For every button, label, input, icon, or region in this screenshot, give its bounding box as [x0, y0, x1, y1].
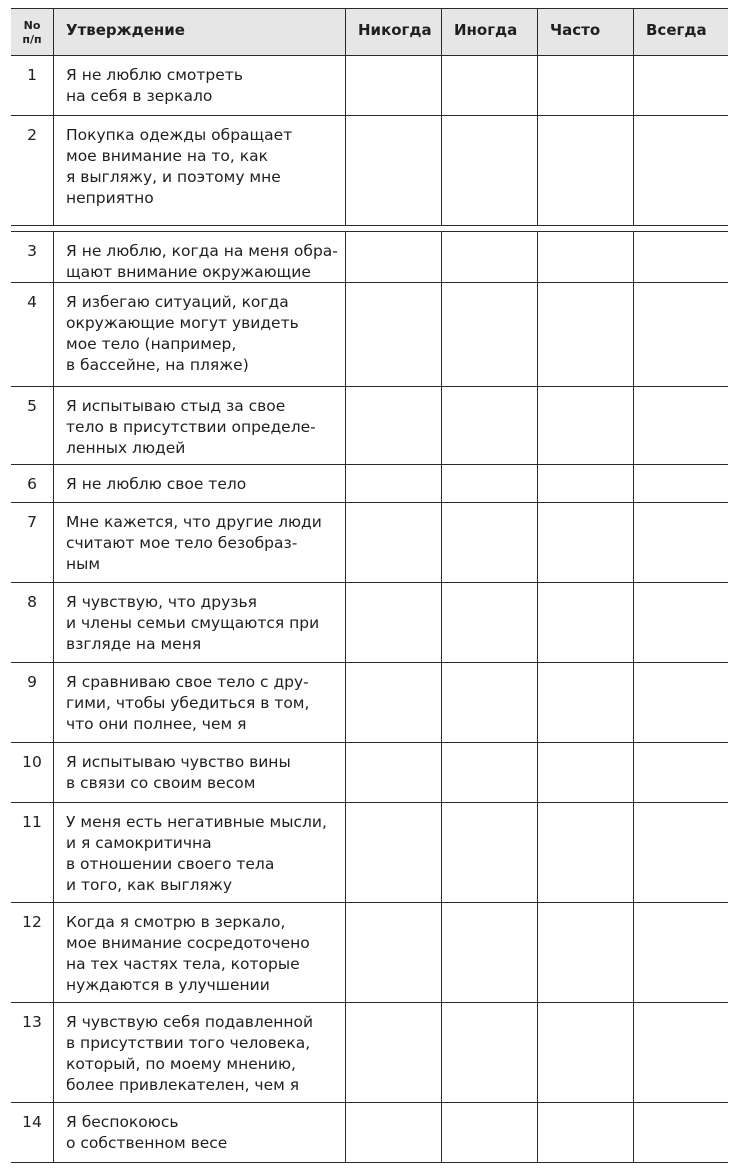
answer-cell-never[interactable]	[345, 387, 441, 464]
statement-text: Я испытываю стыд за свое тело в присутствии определе- ленных людей	[66, 397, 316, 457]
table-row	[11, 903, 728, 1003]
option-label-sometimes: Иногда	[454, 21, 518, 39]
statement-cell	[53, 583, 345, 662]
statement-cell	[53, 663, 345, 742]
number-header-line1: No	[23, 19, 41, 32]
statement-text: Я испытываю чувство вины в связи со своим весом	[66, 753, 291, 792]
statement-text: Я избегаю ситуаций, когда окружающие могут увидеть мое тело (например, в бассейне, на пляже)	[66, 293, 299, 374]
answer-cell-never[interactable]	[345, 1003, 441, 1102]
answer-cell-sometimes[interactable]	[441, 743, 537, 802]
number-header-line2: п/п	[22, 33, 42, 46]
statement-text: Я не люблю смотреть на себя в зеркало	[66, 66, 243, 105]
statement-cell	[53, 232, 345, 282]
table-header	[11, 8, 728, 56]
table-row	[11, 56, 728, 116]
answer-cell-always[interactable]	[633, 663, 728, 742]
option-header-often	[537, 9, 633, 55]
answer-cell-sometimes[interactable]	[441, 903, 537, 1002]
answer-cell-always[interactable]	[633, 232, 728, 282]
row-number: 7	[27, 513, 37, 531]
statement-text: Мне кажется, что другие люди считают мое тело безобраз- ным	[66, 513, 322, 573]
answer-cell-always[interactable]	[633, 903, 728, 1002]
answer-cell-always[interactable]	[633, 1003, 728, 1102]
row-number: 13	[22, 1013, 42, 1031]
statement-text: Покупка одежды обращает мое внимание на то, как я выгляжу, и поэтому мне неприятно	[66, 126, 293, 207]
statement-cell	[53, 903, 345, 1002]
answer-cell-always[interactable]	[633, 116, 728, 225]
table-row	[11, 503, 728, 583]
table-row	[11, 387, 728, 465]
table-row	[11, 1003, 728, 1103]
number-column-header	[11, 9, 53, 55]
answer-cell-often[interactable]	[537, 583, 633, 662]
row-number: 11	[22, 813, 42, 831]
answer-cell-often[interactable]	[537, 903, 633, 1002]
statement-column-header	[53, 9, 345, 55]
answer-cell-always[interactable]	[633, 1103, 728, 1162]
answer-cell-never[interactable]	[345, 503, 441, 582]
answer-cell-often[interactable]	[537, 743, 633, 802]
statement-text: Я чувствую, что друзья и члены семьи смущаются при взгляде на меня	[66, 593, 320, 653]
row-number: 4	[27, 293, 37, 311]
statement-cell	[53, 56, 345, 115]
answer-cell-sometimes[interactable]	[441, 663, 537, 742]
option-label-always: Всегда	[646, 21, 707, 39]
answer-cell-often[interactable]	[537, 1103, 633, 1162]
table-row	[11, 231, 728, 283]
answer-cell-never[interactable]	[345, 116, 441, 225]
table-row	[11, 116, 728, 226]
statement-text: Я сравниваю свое тело с дру- гими, чтобы убедиться в том, что они полнее, чем я	[66, 673, 310, 733]
answer-cell-never[interactable]	[345, 465, 441, 502]
statement-text: У меня есть негативные мысли, и я самокритична в отношении своего тела и того, как выгляжу	[66, 813, 327, 894]
answer-cell-sometimes[interactable]	[441, 387, 537, 464]
answer-cell-always[interactable]	[633, 743, 728, 802]
row-number: 9	[27, 673, 37, 691]
answer-cell-always[interactable]	[633, 503, 728, 582]
row-number: 1	[27, 66, 37, 84]
answer-cell-always[interactable]	[633, 465, 728, 502]
row-number: 10	[22, 753, 42, 771]
statement-cell	[53, 283, 345, 386]
answer-cell-always[interactable]	[633, 283, 728, 386]
table-row	[11, 803, 728, 903]
statement-cell	[53, 387, 345, 464]
answer-cell-never[interactable]	[345, 232, 441, 282]
answer-cell-sometimes[interactable]	[441, 1003, 537, 1102]
answer-cell-sometimes[interactable]	[441, 56, 537, 115]
answer-cell-often[interactable]	[537, 116, 633, 225]
answer-cell-often[interactable]	[537, 232, 633, 282]
answer-cell-sometimes[interactable]	[441, 283, 537, 386]
answer-cell-sometimes[interactable]	[441, 583, 537, 662]
table-row	[11, 583, 728, 663]
statement-header-label: Утверждение	[66, 21, 185, 39]
option-label-never: Никогда	[358, 21, 432, 39]
row-number: 8	[27, 593, 37, 611]
answer-cell-often[interactable]	[537, 465, 633, 502]
answer-cell-always[interactable]	[633, 56, 728, 115]
statement-cell	[53, 465, 345, 502]
table-body	[11, 56, 728, 1163]
statement-cell	[53, 503, 345, 582]
statement-cell	[53, 803, 345, 902]
statement-text: Я чувствую себя подавленной в присутствии того человека, который, по моему мнению, более привлекателен, чем я	[66, 1013, 314, 1094]
table-row	[11, 465, 728, 503]
statement-text: Я не люблю свое тело	[66, 475, 247, 493]
answer-cell-sometimes[interactable]	[441, 116, 537, 225]
statement-text: Я не люблю, когда на меня обра- щают внимание окружающие	[66, 242, 338, 281]
answer-cell-sometimes[interactable]	[441, 232, 537, 282]
answer-cell-never[interactable]	[345, 743, 441, 802]
row-number: 3	[27, 242, 37, 260]
statement-text: Когда я смотрю в зеркало, мое внимание сосредоточено на тех частях тела, которые нуждаются в улучшении	[66, 913, 310, 994]
option-label-often: Часто	[550, 21, 601, 39]
answer-cell-never[interactable]	[345, 283, 441, 386]
answer-cell-often[interactable]	[537, 803, 633, 902]
answer-cell-never[interactable]	[345, 1103, 441, 1162]
answer-cell-always[interactable]	[633, 583, 728, 662]
answer-cell-sometimes[interactable]	[441, 503, 537, 582]
table-row	[11, 743, 728, 803]
table-row	[11, 1103, 728, 1163]
answer-cell-never[interactable]	[345, 903, 441, 1002]
answer-cell-often[interactable]	[537, 503, 633, 582]
option-header-never	[345, 9, 441, 55]
answer-cell-never[interactable]	[345, 663, 441, 742]
row-number: 2	[27, 126, 37, 144]
answer-cell-never[interactable]	[345, 56, 441, 115]
statement-cell	[53, 116, 345, 225]
statement-cell	[53, 1003, 345, 1102]
answer-cell-often[interactable]	[537, 387, 633, 464]
option-header-always	[633, 9, 728, 55]
table-row	[11, 663, 728, 743]
row-number: 12	[22, 913, 42, 931]
answer-cell-never[interactable]	[345, 583, 441, 662]
row-number: 5	[27, 397, 37, 415]
answer-cell-always[interactable]	[633, 803, 728, 902]
answer-cell-never[interactable]	[345, 803, 441, 902]
statement-cell	[53, 743, 345, 802]
answer-cell-often[interactable]	[537, 663, 633, 742]
answer-cell-sometimes[interactable]	[441, 1103, 537, 1162]
answer-cell-always[interactable]	[633, 387, 728, 464]
answer-cell-often[interactable]	[537, 56, 633, 115]
row-number: 6	[27, 475, 37, 493]
table-row	[11, 283, 728, 387]
answer-cell-sometimes[interactable]	[441, 465, 537, 502]
questionnaire-table	[11, 8, 728, 1163]
statement-text: Я беспокоюсь о собственном весе	[66, 1113, 228, 1152]
answer-cell-often[interactable]	[537, 283, 633, 386]
answer-cell-sometimes[interactable]	[441, 803, 537, 902]
option-header-sometimes	[441, 9, 537, 55]
answer-cell-often[interactable]	[537, 1003, 633, 1102]
row-number: 14	[22, 1113, 42, 1131]
statement-cell	[53, 1103, 345, 1162]
